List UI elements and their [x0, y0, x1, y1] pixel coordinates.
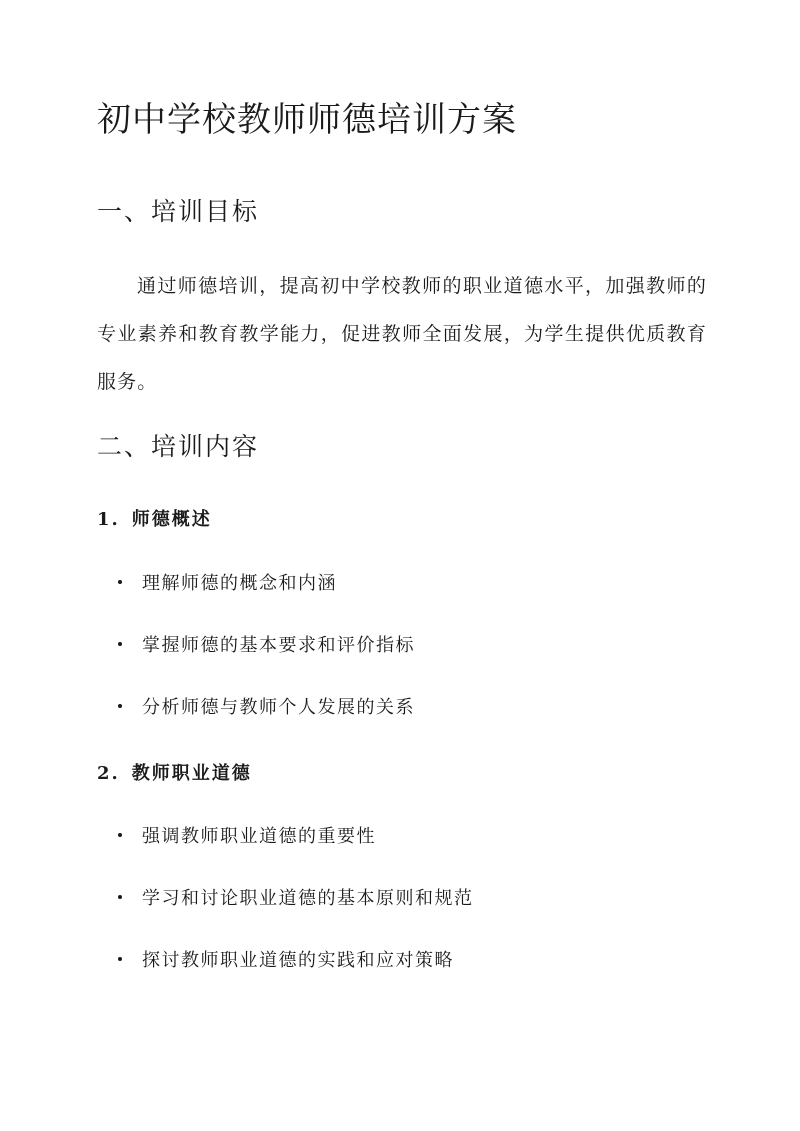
- bullet-icon: [118, 833, 122, 837]
- bullet-icon: [118, 957, 122, 961]
- subsection-heading-ethics-overview: [97, 506, 212, 534]
- list-item-text: 理解师德的概念和内涵: [142, 573, 337, 594]
- list-item: [118, 885, 474, 913]
- list-item: [118, 947, 454, 975]
- list-item-text: 强调教师职业道德的重要性: [142, 826, 376, 847]
- list-item: [118, 823, 376, 851]
- subsection-title: 师德概述: [131, 509, 212, 530]
- subsection-title: 教师职业道德: [131, 763, 252, 784]
- bullet-icon: [118, 895, 122, 899]
- document-title: 初中学校教师师德培训方案: [97, 100, 517, 140]
- list-item: [118, 570, 337, 598]
- list-item-text: 学习和讨论职业道德的基本原则和规范: [142, 888, 474, 909]
- list-item-text: 分析师德与教师个人发展的关系: [142, 697, 415, 718]
- section-heading-content: 二、培训内容: [97, 432, 260, 461]
- section-heading-goals: 一、培训目标: [97, 197, 260, 226]
- bullet-icon: [118, 580, 122, 584]
- bullet-icon: [118, 642, 122, 646]
- list-item: [118, 632, 415, 660]
- bullet-icon: [118, 704, 122, 708]
- subsection-number: 1.: [97, 509, 120, 530]
- subsection-number: 2.: [97, 763, 120, 784]
- goals-paragraph: 通过师德培训，提高初中学校教师的职业道德水平，加强教师的专业素养和教育教学能力，促进教师全面发展，为学生提供优质教育服务。: [97, 275, 707, 393]
- list-item-text: 探讨教师职业道德的实践和应对策略: [142, 950, 454, 971]
- subsection-heading-professional-ethics: [97, 760, 252, 788]
- list-item: [118, 694, 415, 722]
- list-item-text: 掌握师德的基本要求和评价指标: [142, 635, 415, 656]
